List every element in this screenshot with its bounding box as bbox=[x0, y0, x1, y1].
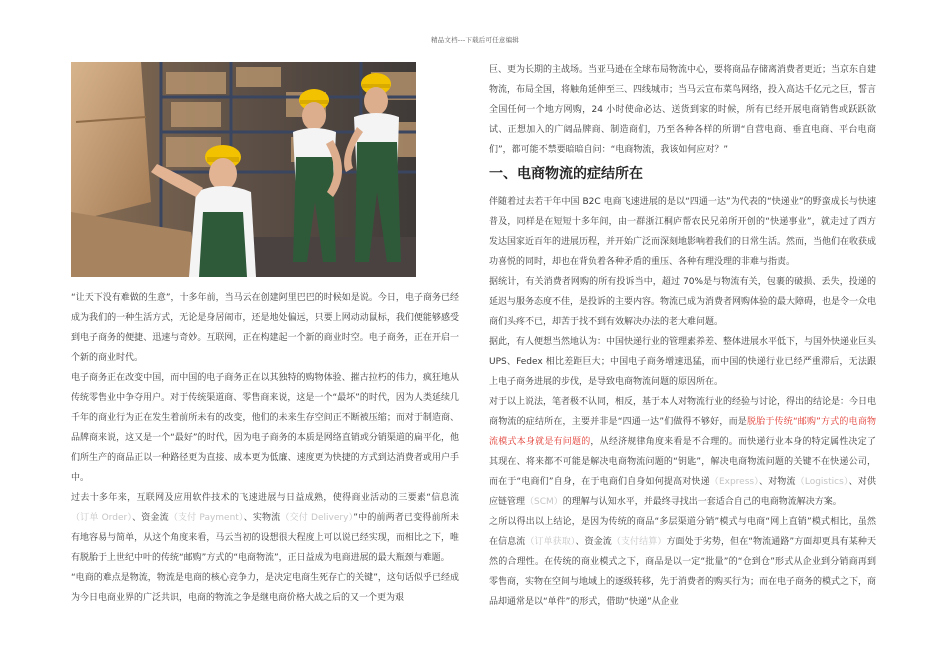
annotation-text: （SCM） bbox=[525, 497, 563, 507]
left-paragraphs bbox=[71, 288, 459, 608]
text-segment: 电子商务正在改变中国，而中国的电子商务正在以其独特的购物体验、摧古拉朽的伟力，疯狂地从传统零售业中争夺用户。对于传统渠道商、零售商来说，这是一个“最坏”的时代，因为人类延续几千年的商业行为正在发生着前所未有的改变，他们的未来生存空间正不断被压缩；而对于制造商、品牌商来说，这又是一个“最好”的时代，因为电子商务的本质是网络直销或分销渠道的扁平化，他们所生产的商品正以一种路径更为直接、成本更为低廉、速度更为快捷的方式到达消费者或用户手中。 bbox=[71, 373, 459, 483]
annotation-text: （Express） bbox=[709, 477, 759, 487]
text-segment: 过去十多年来，互联网及应用软件技术的飞速进展与日益成熟，使得商业活动的三要素“信息流 bbox=[71, 493, 459, 503]
text-segment: 、资金流 bbox=[132, 513, 169, 523]
text-segment: 据统计，有关消费者网购的所有投诉当中，超过 70%是与物流有关，包裹的破损、丢失，投递的延迟与服务态度不佳，是投诉的主要内容。物流已成为消费者网购体验的最大障碍，也是令一众电商们头疼不已，却苦于找不到有效解决办法的老大难问题。 bbox=[489, 277, 877, 327]
annotation-text: （支付 Payment） bbox=[168, 513, 244, 523]
annotation-text: （交付 Delivery） bbox=[280, 513, 354, 523]
annotation-text: （订单 Order） bbox=[71, 513, 133, 523]
annotation-text: （订单获取） bbox=[525, 537, 576, 547]
text-segment: 、资金流 bbox=[575, 537, 612, 547]
warehouse-photo bbox=[71, 62, 416, 277]
text-segment: 对于以上说法，笔者极不认同，相反，基于本人对物流行业的经验与讨论，得出的结论是：今日电商物流的症结所在，主要并非是“四通一达”们做得不够好，而是 bbox=[489, 397, 877, 427]
highlight-text: 脱胎于传统“邮购”方式的电商物流模式本身就是有问题的 bbox=[489, 417, 877, 447]
right-paragraphs bbox=[489, 192, 876, 612]
page-header: 精品文档---下载后可任意编辑 bbox=[430, 36, 520, 44]
section-heading: 一、电商物流的症结所在 bbox=[489, 166, 643, 182]
text-segment: “电商的难点是物流，物流是电商的核心竞争力，是决定电商生死存亡的关键”，这句话似乎已经成为今日电商业界的广泛共识，电商的物流之争是继电商价格大战之后的又一个更为艰 bbox=[71, 573, 459, 603]
text-segment: 伴随着过去若干年中国 B2C 电商飞速进展的是以“四通一达”为代表的“快递业”的野蛮成长与快速普及，同样是在短短十多年间，由一群浙江桐庐帮农民兄弟所开创的“快递事业”，就走过了西方发达国家近百年的进展历程，并开始广泛而深刻地影响着我们的日常生活。然而，当他们在收获成功喜悦的同时，却也在背负着各种矛盾的重压、各种有理没理的非难与指责。 bbox=[489, 197, 877, 267]
paragraph bbox=[71, 368, 459, 488]
paragraph bbox=[71, 488, 459, 568]
text-segment: “让天下没有难做的生意”，十多年前，当马云在创建阿里巴巴的时候如是说。今日，电子商务已经成为我们的一种生活方式，无论是身居闹市，还是地处偏远，只要上网动动鼠标，我们便能够感受到电子商务的便捷、迅速与奇妙。互联网，正在构建起一个新的商业时空。电子商务，正在开启一个新的商业时代。 bbox=[71, 293, 459, 363]
left-column bbox=[71, 288, 459, 608]
text-segment: 、实物流 bbox=[243, 513, 281, 523]
right-column bbox=[489, 60, 876, 612]
paragraph bbox=[489, 332, 876, 392]
paragraph bbox=[489, 392, 876, 512]
text-segment: 之所以得出以上结论，是因为传统的商品“多层渠道分销”模式与电商“网上直销”模式相比，虽然在信息流 bbox=[489, 517, 876, 547]
paragraph bbox=[489, 192, 876, 272]
text-segment: 据此，有人便想当然地认为：中国快递行业的管理素养差、整体进展水平低下，与国外快递业巨头 UPS、Fedex 相比差距巨大；中国电子商务增速迅猛，而中国的快递行业已经严重滞后，无法跟上电子商务进展的步伐，是导致电商物流问题的原因所在。 bbox=[489, 337, 877, 387]
text-segment: 方面处于劣势，但在“物流通路”方面却更具有某种天然的合理性。在传统的商业模式之下，商品是以一定“批量”的“仓到仓”形式从企业到分销商再到零售商，实物在空间与地域上的逐级转移，先于消费者的购买行为；而在电子商务的模式之下，商品却通常是以“单件”的形式，借助“快递”从企业 bbox=[489, 537, 877, 607]
paragraph bbox=[489, 512, 876, 612]
text-segment: 、对供应链管理 bbox=[489, 477, 876, 507]
paragraph bbox=[71, 288, 459, 368]
text-segment: 、对物流 bbox=[758, 477, 796, 487]
warehouse-photo-illustration bbox=[71, 62, 416, 277]
annotation-text: （Logistics） bbox=[795, 477, 849, 487]
paragraph bbox=[489, 272, 876, 332]
text-segment: 的理解与认知水平，并最终寻找出一套适合自己的电商物流解决方案。 bbox=[562, 497, 842, 507]
text-segment: ”中的前两者已变得前所未有地容易与简单，从这个角度来看，马云当初的设想很大程度上可以说已经实现，而相比之下，唯有脱胎于上世纪中叶的传统“邮购”方式的“电商物流”，正日益成为电商进展的最大瓶颈与难题。 bbox=[71, 513, 459, 563]
annotation-text: （支付结算） bbox=[611, 537, 667, 547]
right-intro-paragraph bbox=[489, 60, 876, 160]
text-segment: ，从经济规律角度来看是不合理的。而快递行业本身的特定属性决定了其现在、将来都不可能是解决电商物流问题的“钥匙”，解决电商物流问题的关键不在快递公司，而在于“电商们”自身，在于电商们自身如何提高对快递 bbox=[489, 437, 876, 487]
text-segment: 巨、更为长期的主战场。当亚马逊在全球布局物流中心，要将商品存储离消费者更近；当京东自建物流，布局全国，将触角延伸至三、四线城市；当马云宣布菜鸟网络，投入高达千亿元之巨，誓言全国任何一个地方网购，24 小时使命必达、送货到家的时候，所有已经开展电商销售或跃跃欲试、正想加入的广阔品牌商、制造商们，乃至各种各样的所谓“自营电商、垂直电商、平台电商们”，都可能不禁要暗暗自问：“电商物流，我该如何应对？” bbox=[489, 65, 877, 155]
paragraph bbox=[71, 568, 459, 608]
